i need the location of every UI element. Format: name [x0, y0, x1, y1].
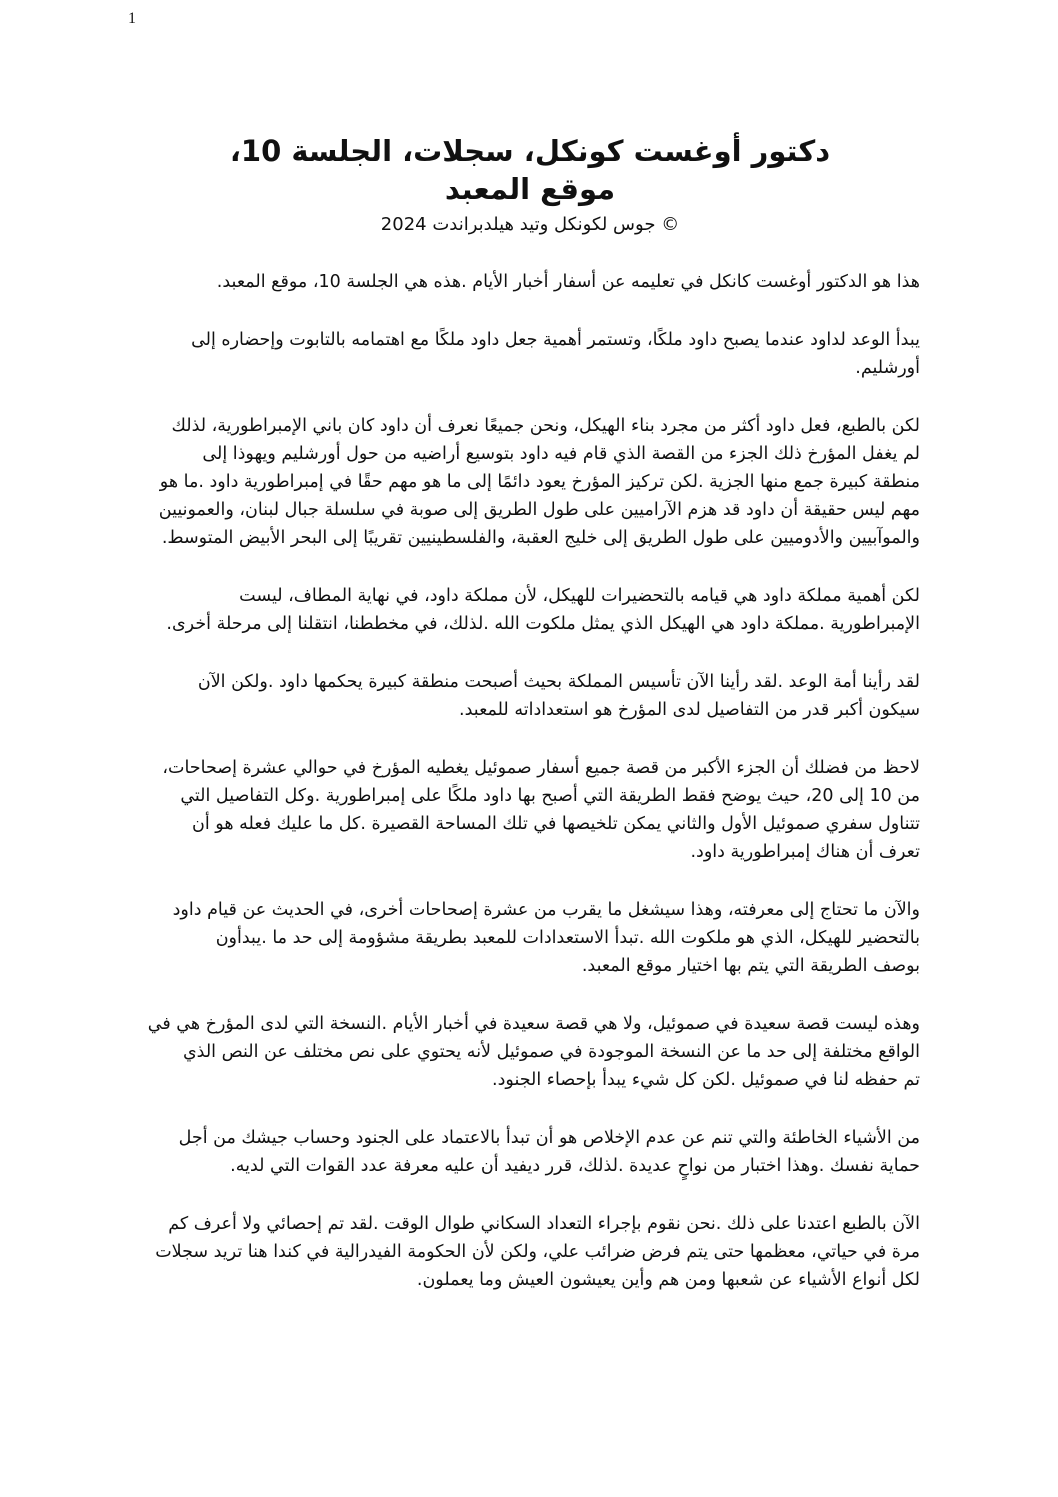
text-line: وهذه ليست قصة سعيدة في صموئيل، ولا هي قصة سعيدة في أخبار الأيام .النسخة التي لدى المؤرخ هي في [147, 1014, 920, 1034]
text-line: .هذا هو الدكتور أوغست كانكل في تعليمه عن أسفار أخبار الأيام .هذه هي الجلسة 10، موقع المعبد [216, 272, 920, 292]
text-line: مرة في حياتي، معظمها حتى يتم فرض ضرائب علي، ولكن لأن الحكومة الفيدرالية في كندا هنا تريد سجلات [155, 1242, 920, 1262]
paragraph [140, 1124, 920, 1180]
paragraph [140, 326, 920, 382]
paragraph [140, 412, 920, 552]
copyright-line: جوس لكونكل وتيد هيلدبراندت 2024 © [380, 214, 680, 235]
text-line: .لكل أنواع الأشياء عن شعبها ومن هم وأين يعيشون العيش وما يعملون [416, 1270, 920, 1290]
text-line: ،لاحظ من فضلك أن الجزء الأكبر من قصة جميع أسفار صموئيل يغطيه المؤرخ في حوالي عشرة إصحاحات [162, 758, 920, 778]
paragraph [140, 754, 920, 866]
text-line: .حماية نفسك .وهذا اختبار من نواحٍ عديدة .لذلك، قرر ديفيد أن عليه معرفة عدد القوات التي لديه [230, 1156, 920, 1176]
text-line: .الإمبراطورية .مملكة داود هي الهيكل الذي يمثل ملكوت الله .لذلك، في مخططنا، انتقلنا إلى مرحلة أخرى [166, 614, 920, 634]
title-line: موقع المعبد [444, 172, 616, 206]
text-line: .بوصف الطريقة التي يتم بها اختيار موقع المعبد [581, 956, 920, 976]
paragraph [140, 896, 920, 980]
text-line: من 10 إلى 20، حيث يوضح فقط الطريقة التي أصبح بها داود ملكًا على إمبراطورية .وكل التفاصيل التي [180, 786, 920, 806]
text-line: مهم ليس حقيقة أن داود قد هزم الآراميين على طول الطريق إلى صوبة في سلسلة جبال لبنان، والعمونيين [158, 500, 920, 520]
text-line: منطقة كبيرة جمع منها الجزية .لكن تركيز المؤرخ يعود دائمًا إلى ما هو مهم حقًا في إمبراطورية داود .ما هو [159, 472, 920, 492]
text-line: .تعرف أن هناك إمبراطورية داود [690, 842, 920, 862]
text-line: تتناول سفري صموئيل الأول والثاني يمكن تلخيصها في تلك المساحة القصيرة .كل ما عليك فعله هو أن [192, 814, 920, 834]
text-line: الآن بالطبع اعتدنا على ذلك .نحن نقوم بإجراء التعداد السكاني طوال الوقت .لقد تم إحصائي ولا أعرف كم [168, 1214, 920, 1234]
document-body [140, 268, 920, 1324]
text-line: لم يغفل المؤرخ ذلك الجزء من القصة الذي قام فيه داود بتوسيع أراضيه من حول أورشليم ويهوذا إلى [202, 444, 920, 464]
text-line: لقد رأينا أمة الوعد .لقد رأينا الآن تأسيس المملكة بحيث أصبحت منطقة كبيرة يحكمها داود .ولكن الآن [197, 672, 920, 692]
text-line: .تم حفظه لنا في صموئيل .لكن كل شيء يبدأ بإحصاء الجنود [492, 1070, 920, 1090]
paragraph [140, 1210, 920, 1294]
paragraph [140, 668, 920, 724]
paragraph [140, 268, 920, 296]
paragraph [140, 582, 920, 638]
text-line: الواقع مختلفة إلى حد ما عن النسخة الموجودة في صموئيل لأنه يحتوي على نص مختلف عن النص الذي [182, 1042, 920, 1062]
page-number: 1 [128, 10, 136, 27]
text-line: .سيكون أكبر قدر من التفاصيل لدى المؤرخ هو استعداداته للمعبد [459, 700, 920, 720]
text-line: والآن ما تحتاج إلى معرفته، وهذا سيشغل ما يقرب من عشرة إصحاحات أخرى، في الحديث عن قيام داود [172, 900, 920, 920]
text-line: .والموآبيين والأدوميين على طول الطريق إلى خليج العقبة، والفلسطينيين تقريبًا إلى البحر الأبيض المتوسط [161, 528, 920, 548]
text-line: من الأشياء الخاطئة والتي تنم عن عدم الإخلاص هو أن تبدأ بالاعتماد على الجنود وحساب جيشك من أجل [178, 1128, 920, 1148]
paragraph [140, 1010, 920, 1094]
title-line: ،دكتور أوغست كونكل، سجلات، الجلسة 10 [229, 134, 831, 168]
text-line: بالتحضير للهيكل، الذي هو ملكوت الله .تبدأ الاستعدادات للمعبد بطريقة مشؤومة إلى حد ما .يبدأون [215, 928, 920, 948]
text-line: لكن بالطبع، فعل داود أكثر من مجرد بناء الهيكل، ونحن جميعًا نعرف أن داود كان باني الإمبراطورية، لذلك [171, 416, 920, 436]
text-line: يبدأ الوعد لداود عندما يصبح داود ملكًا، وتستمر أهمية جعل داود ملكًا مع اهتمامه بالتابوت وإحضاره إلى [191, 330, 920, 350]
text-line: لكن أهمية مملكة داود هي قيامه بالتحضيرات للهيكل، لأن مملكة داود، في نهاية المطاف، ليست [239, 586, 920, 606]
text-line: .أورشليم [855, 358, 920, 378]
document-title [140, 132, 920, 208]
